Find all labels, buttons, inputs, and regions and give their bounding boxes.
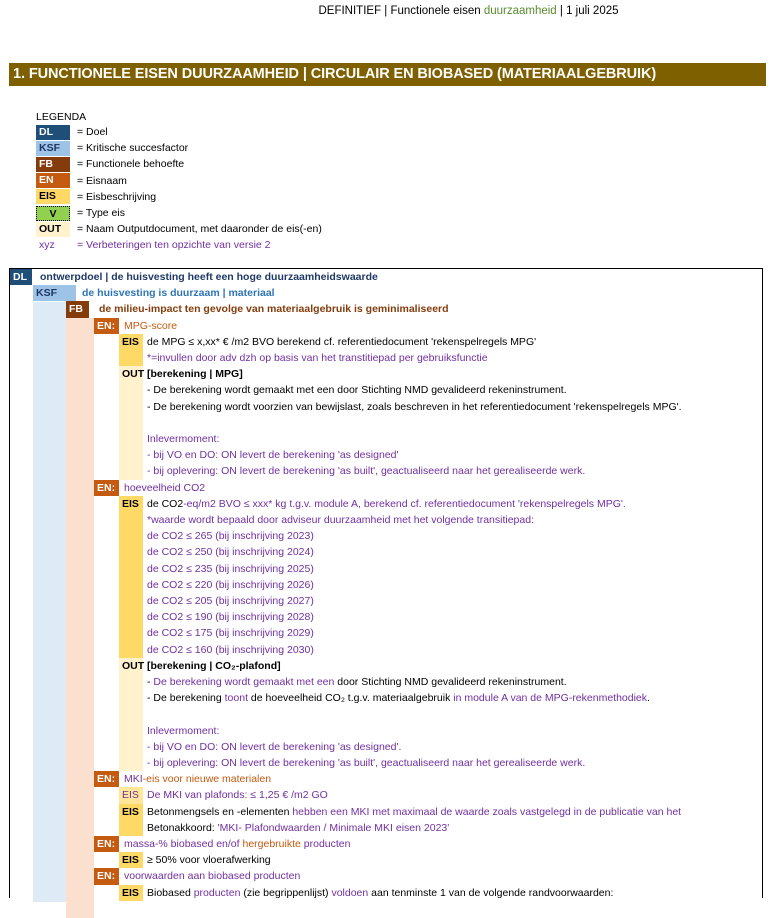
eis-tag: EIS	[122, 805, 139, 818]
en-massa-biobased	[124, 836, 350, 852]
text-part: -	[147, 676, 154, 688]
legend-key-xyz: xyz	[39, 238, 55, 251]
out-tag: OUT	[122, 659, 145, 672]
en-tag: EN:	[94, 836, 119, 852]
legend-item-eis	[36, 189, 322, 205]
dl-tag: DL	[10, 269, 32, 285]
legend-item-v	[36, 205, 322, 221]
legend-key-out: OUT	[36, 222, 70, 237]
legend-key-ksf: KSF	[36, 141, 70, 156]
out-co2-line2	[147, 690, 650, 706]
legend-desc: = Eisnaam	[77, 174, 127, 187]
eis-marker	[119, 496, 143, 658]
eis-tag: EIS	[122, 789, 139, 802]
en-hoeveelheid-co2: hoeveelheid CO2	[124, 481, 206, 494]
legend-title: LEGENDA	[36, 111, 87, 123]
legend-item-dl	[36, 124, 322, 140]
legend-desc: = Type eis	[77, 207, 125, 220]
legend	[36, 110, 322, 254]
inlever-line: - bij oplevering: ON levert de berekening 'as built', geactualiseerd naar het gerealiseerde werk.	[147, 757, 586, 769]
eis-mki-plafonds: De MKI van plafonds: ≤ 1,25 € /m2 GO	[147, 789, 328, 802]
eis-vloerafwerking: ≥ 50% voor vloerafwerking	[147, 854, 271, 867]
section-title: 1. FUNCTIONELE EISEN DUURZAAMHEID | CIRCULAIR EN BIOBASED (MATERIAALGEBRUIK)	[9, 63, 766, 86]
text-part: in module A van de MPG-rekenmethodiek	[453, 692, 648, 705]
text-part: 'MKI- Plafondwaarden / Minimale MKI eisen 2023'	[217, 821, 450, 834]
text-part: (zie begrippenlijst)	[240, 886, 332, 899]
transition-path-item: de CO2 ≤ 175 (bij inschrijving 2029)	[147, 627, 314, 640]
eis-tag: EIS	[122, 854, 139, 867]
transition-path-item: de CO2 ≤ 190 (bij inschrijving 2028)	[147, 611, 314, 624]
legend-key-eis: EIS	[36, 189, 70, 204]
eis-co2-line1-b: -eq/m2 BVO ≤ xxx* kg t.g.v. module A, berekend cf. referentiedocument 'rekenspelregels MPG'.	[183, 497, 626, 510]
text-part: de hoeveelheid CO₂ t.g.v. materiaalgebruik	[248, 692, 454, 705]
text-part: - De berekening	[147, 692, 225, 705]
eis-mpg-line1: de MPG ≤ x,xx* € /m2 BVO berekend cf. referentiedocument 'rekenspelregels MPG'	[147, 335, 537, 348]
legend-key-dl: DL	[36, 125, 70, 140]
text-part: door Stichting NMD gevalideerd rekeninstrument.	[334, 676, 567, 688]
eis-tag: EIS	[122, 886, 139, 899]
header-highlight: duurzaamheid	[483, 5, 557, 17]
en-voorwaarden-biobased	[124, 868, 300, 884]
en-tag: EN:	[94, 771, 119, 787]
text-part: De berekening wordt gemaakt met een	[153, 676, 335, 688]
inlever-title: Inlevermoment:	[147, 724, 220, 737]
legend-item-en	[36, 173, 322, 189]
fb-tag: FB	[66, 301, 89, 317]
text-part: producten	[300, 838, 351, 850]
text-part: .	[647, 692, 650, 705]
legend-item-xyz	[36, 237, 322, 253]
header-suffix: | 1 juli 2025	[556, 5, 619, 17]
text-part: toont	[224, 692, 248, 705]
legend-desc: = Functionele behoefte	[77, 158, 185, 171]
eis-tag: EIS	[122, 335, 139, 348]
text-part: voorwaarden aan biobased	[124, 870, 254, 883]
legend-item-ksf	[36, 140, 322, 156]
en-mpg-score: MPG-score	[124, 319, 178, 332]
eis-tag: EIS	[122, 497, 139, 510]
text-part: Biobased	[147, 886, 194, 899]
out-marker	[119, 366, 143, 479]
dl-text: ontwerpdoel | de huisvesting heeft een hoge duurzaamheidswaarde	[40, 271, 378, 283]
transition-path-item: de CO2 ≤ 205 (bij inschrijving 2027)	[147, 595, 314, 607]
out-tag: OUT	[122, 368, 145, 381]
en-tag: EN:	[94, 868, 119, 884]
en-mki-eis	[124, 771, 271, 787]
inlever-line: - bij VO en DO: ON levert de berekening 'as designed'	[147, 449, 399, 462]
inlever-line: - bij VO en DO: ON levert de berekening 'as designed'.	[147, 740, 402, 753]
out-co2-title: [berekening | CO₂-plafond]	[147, 659, 281, 672]
text-part: hergebruikte	[242, 838, 301, 850]
legend-item-out	[36, 221, 322, 237]
eis-co2-line2: *waarde wordt bepaald door adviseur duurzaamheid met het volgende transitiepad:	[147, 514, 534, 526]
legend-desc: = Verbeteringen ten opzichte van versie 2	[77, 239, 271, 252]
legend-desc: = Doel	[77, 126, 108, 139]
text-part: -eis voor nieuwe materialen	[142, 773, 272, 786]
text-part: producten	[253, 870, 301, 883]
eis-mki-beton-line1	[147, 804, 681, 820]
out-mpg-line: - De berekening wordt gemaakt met een door Stichting NMD gevalideerd rekeninstrument.	[147, 384, 567, 397]
eis-mpg-line2: *=invullen door adv dzh op basis van het transtitiepad per gebruiksfunctie	[147, 352, 488, 364]
text-part: Betonakkoord:	[147, 821, 218, 834]
eis-mki-beton-line2	[147, 820, 449, 836]
ksf-text: de huisvesting is duurzaam | materiaal	[82, 287, 275, 300]
inlever-title: Inlevermoment:	[147, 433, 220, 445]
document-header	[0, 4, 775, 18]
legend-desc: = Eisbeschrijving	[77, 190, 157, 203]
transition-path-item: de CO2 ≤ 235 (bij inschrijving 2025)	[147, 562, 314, 575]
text-part: hebben een MKI met maximaal de waarde zoals vastgelegd in de publicatie van het	[292, 805, 682, 818]
legend-desc: = Naam Outputdocument, met daaronder de eis(-en)	[77, 223, 322, 236]
requirements-frame	[9, 268, 763, 898]
fb-text: de milieu-impact ten gevolge van materiaalgebruik is geminimaliseerd	[99, 303, 449, 316]
ksf-tag: KSF	[33, 285, 76, 301]
text-part: producten	[193, 886, 241, 899]
text-part: voldoen	[331, 886, 369, 899]
text-part: massa-% biobased en/of	[124, 838, 243, 850]
transition-path-item: de CO2 ≤ 265 (bij inschrijving 2023)	[147, 530, 314, 543]
en-tag: EN:	[94, 480, 119, 496]
transition-path-item: de CO2 ≤ 250 (bij inschrijving 2024)	[147, 546, 314, 559]
legend-item-fb	[36, 156, 322, 172]
text-part: MKI	[124, 773, 143, 786]
fb-column	[66, 318, 94, 918]
out-marker	[119, 658, 143, 771]
legend-desc: = Kritische succesfactor	[77, 142, 189, 155]
text-part: aan tenminste 1 van de volgende randvoorwaarden:	[368, 886, 614, 899]
legend-key-en: EN	[36, 173, 70, 188]
legend-key-fb: FB	[36, 157, 70, 172]
out-co2-line1	[147, 674, 567, 690]
out-mpg-line: - De berekening wordt voorzien van bewijslast, zoals beschreven in het referentiedocument 'rekenspelregels MPG'.	[147, 400, 682, 413]
transition-path-item: de CO2 ≤ 160 (bij inschrijving 2030)	[147, 643, 314, 656]
eis-co2-line1	[147, 496, 626, 512]
eis-co2-line1-a: de CO2	[147, 497, 184, 510]
inlever-line: - bij oplevering: ON levert de berekening 'as built', geactualiseerd naar het gerealiseerde werk.	[147, 465, 586, 478]
out-mpg-title: [berekening | MPG]	[147, 368, 243, 381]
legend-key-v: V	[36, 206, 70, 221]
header-prefix: DEFINITIEF | Functionele eisen	[318, 5, 484, 17]
en-tag: EN:	[94, 318, 119, 334]
transition-path-item: de CO2 ≤ 220 (bij inschrijving 2026)	[147, 578, 314, 591]
ksf-column	[33, 302, 66, 902]
text-part: Betonmengsels en -elementen	[147, 805, 293, 818]
